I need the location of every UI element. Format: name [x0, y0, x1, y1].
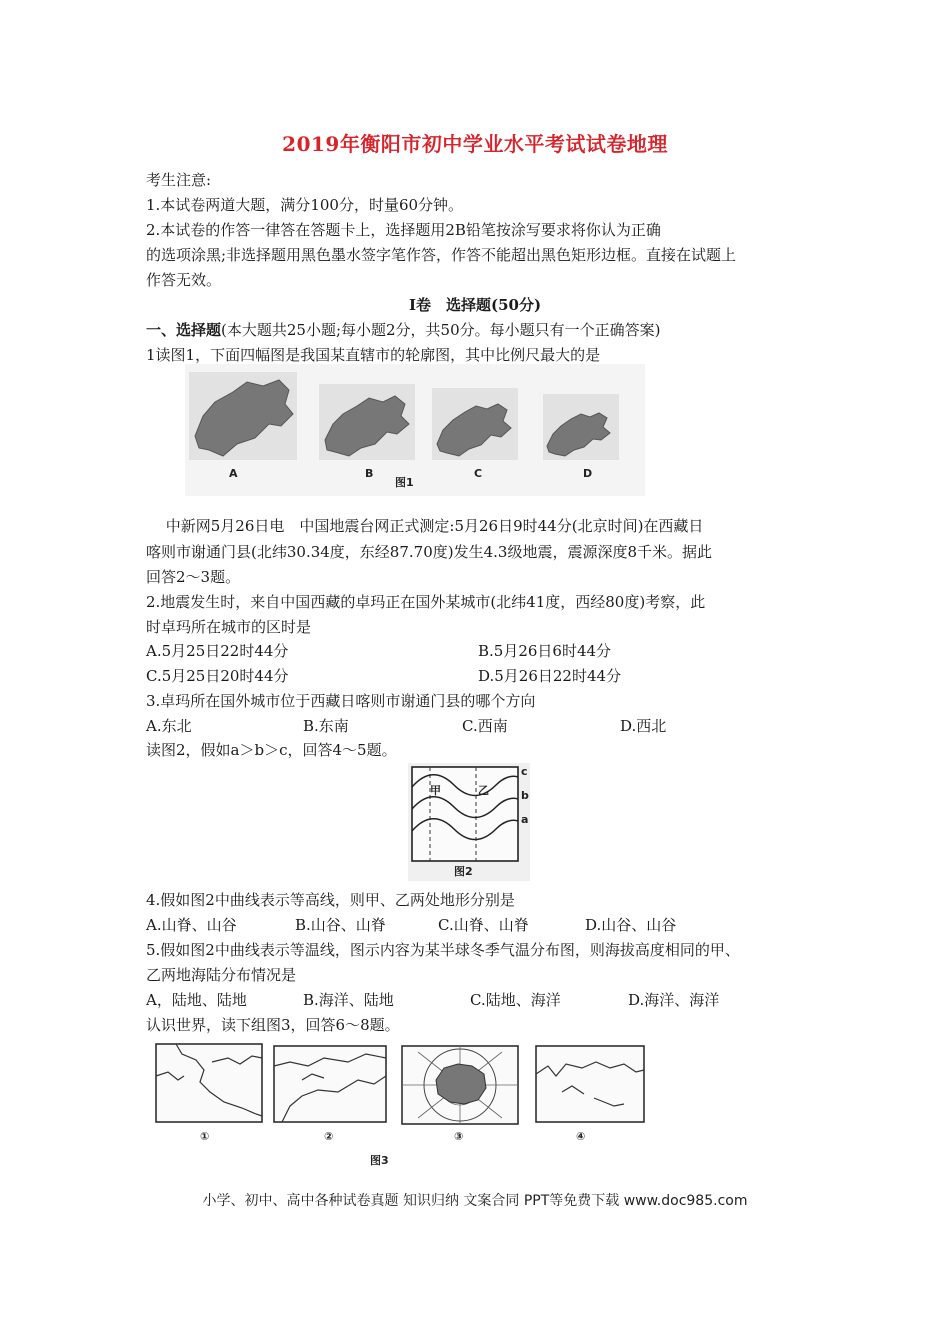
passage-line-1: 中新网5月26日电 中国地震台网正式测定:5月26日9时44分(北京时间)在西藏日 — [146, 517, 704, 535]
figure-3 — [152, 1036, 652, 1172]
figure-3-map-4 — [536, 1046, 644, 1143]
figure-1-label-c: C — [474, 467, 483, 480]
figure-3-map-1 — [156, 1044, 262, 1143]
question-2-option-b: B.5月26日6时44分 — [478, 642, 612, 660]
section-heading-note: (本大题共25小题;每小题2分，共50分。每小题只有一个正确答案) — [221, 321, 661, 339]
figure-2-label-jia: 甲 — [430, 784, 441, 797]
figure-1-label-d: D — [583, 467, 593, 480]
notice-heading: 考生注意: — [146, 171, 212, 189]
figure-2-label-c: c — [521, 765, 528, 778]
notice-item-2-line-1: 2.本试卷的作答一律答在答题卡上，选择题用2B铅笔按涂写要求将你认为正确 — [146, 221, 661, 239]
question-5-option-b: B.海洋、陆地 — [303, 991, 394, 1009]
figure-1-map-b — [319, 384, 415, 460]
figure-1-map-d — [543, 394, 619, 460]
question-5-stem-line-2: 乙两地海陆分布情况是 — [146, 966, 297, 984]
question-5-option-d: D.海洋、海洋 — [628, 991, 720, 1009]
figure-2-label-b: b — [521, 789, 529, 802]
question-4-option-d: D.山谷、山谷 — [585, 916, 677, 934]
figure-3-caption: 图3 — [370, 1154, 389, 1167]
question-3-option-d: D.西北 — [620, 717, 667, 735]
figure-1-label-a: A — [229, 467, 238, 480]
question-2-stem-line-2: 时卓玛所在城市的区时是 — [146, 618, 312, 636]
question-5-stem-line-1: 5.假如图2中曲线表示等温线，图示内容为某半球冬季气温分布图，则海拔高度相同的甲、 — [146, 941, 740, 959]
question-5-option-a: A，陆地、陆地 — [146, 991, 247, 1009]
question-3-option-b: B.东南 — [303, 717, 349, 735]
figure-3-map-3 — [402, 1046, 518, 1143]
question-3-option-c: C.西南 — [462, 717, 508, 735]
section-title: Ⅰ卷 选择题(50分) — [408, 296, 542, 314]
page-title: 2019年衡阳市初中学业水平考试试卷地理 — [282, 132, 668, 156]
figure-3-label-2: ② — [324, 1130, 334, 1143]
figure-3-label-1: ① — [200, 1130, 210, 1143]
figure-3-map-2 — [274, 1046, 386, 1143]
passage-line-3: 回答2～3题。 — [146, 568, 241, 586]
question-4-option-c: C.山脊、山脊 — [438, 916, 529, 934]
question-4-option-a: A.山脊、山谷 — [146, 916, 237, 934]
question-2-option-c: C.5月25日20时44分 — [146, 667, 289, 685]
question-4-option-b: B.山谷、山脊 — [295, 916, 386, 934]
question-2-stem-line-1: 2.地震发生时，来自中国西藏的卓玛正在国外某城市(北纬41度，西经80度)考察，此 — [146, 593, 706, 611]
section-heading — [146, 320, 661, 340]
figure-1-map-c — [432, 388, 518, 460]
figure-2-label-a: a — [521, 813, 529, 826]
figure-2-caption: 图2 — [454, 865, 473, 878]
figure-1-label-b: B — [365, 467, 374, 480]
notice-item-2-line-2: 的选项涂黑;非选择题用黑色墨水签字笔作答，作答不能超出黑色矩形边框。直接在试题上 — [146, 246, 737, 264]
figure-2-label-yi: 乙 — [478, 784, 489, 797]
question-3-stem: 3.卓玛所在国外城市位于西藏日喀则市谢通门县的哪个方向 — [146, 692, 536, 710]
figure-1-map-a — [189, 372, 297, 460]
passage-line-2: 喀则市谢通门县(北纬30.34度，东经87.70度)发生4.3级地震，震源深度8千米。据此 — [146, 543, 712, 561]
question-2-option-a: A.5月25日22时44分 — [146, 642, 289, 660]
question-5-option-c: C.陆地、海洋 — [470, 991, 561, 1009]
figure-1-caption: 图1 — [395, 476, 414, 489]
figure-3-label-3: ③ — [454, 1130, 464, 1143]
section-heading-label: 一、选择题 — [146, 321, 222, 339]
notice-item-2-line-3: 作答无效。 — [146, 271, 222, 289]
figure-3-label-4: ④ — [576, 1130, 586, 1143]
question-2-option-d: D.5月26日22时44分 — [478, 667, 622, 685]
page-footer: 小学、初中、高中各种试卷真题 知识归纳 文案合同 PPT等免费下载 www.doc985.com — [202, 1193, 748, 1209]
notice-item-1: 1.本试卷两道大题，满分100分，时量60分钟。 — [146, 196, 464, 214]
figure-2 — [408, 763, 530, 881]
question-3-option-a: A.东北 — [146, 717, 192, 735]
question-4-stem: 4.假如图2中曲线表示等高线，则甲、乙两处地形分别是 — [146, 891, 515, 909]
figure-1 — [185, 364, 645, 496]
figure-3-intro: 认识世界，读下组图3，回答6～8题。 — [146, 1016, 400, 1034]
figure-2-intro: 读图2，假如a＞b＞c，回答4～5题。 — [146, 741, 397, 759]
question-1-stem: 1读图1，下面四幅图是我国某直辖市的轮廓图，其中比例尺最大的是 — [146, 346, 601, 364]
